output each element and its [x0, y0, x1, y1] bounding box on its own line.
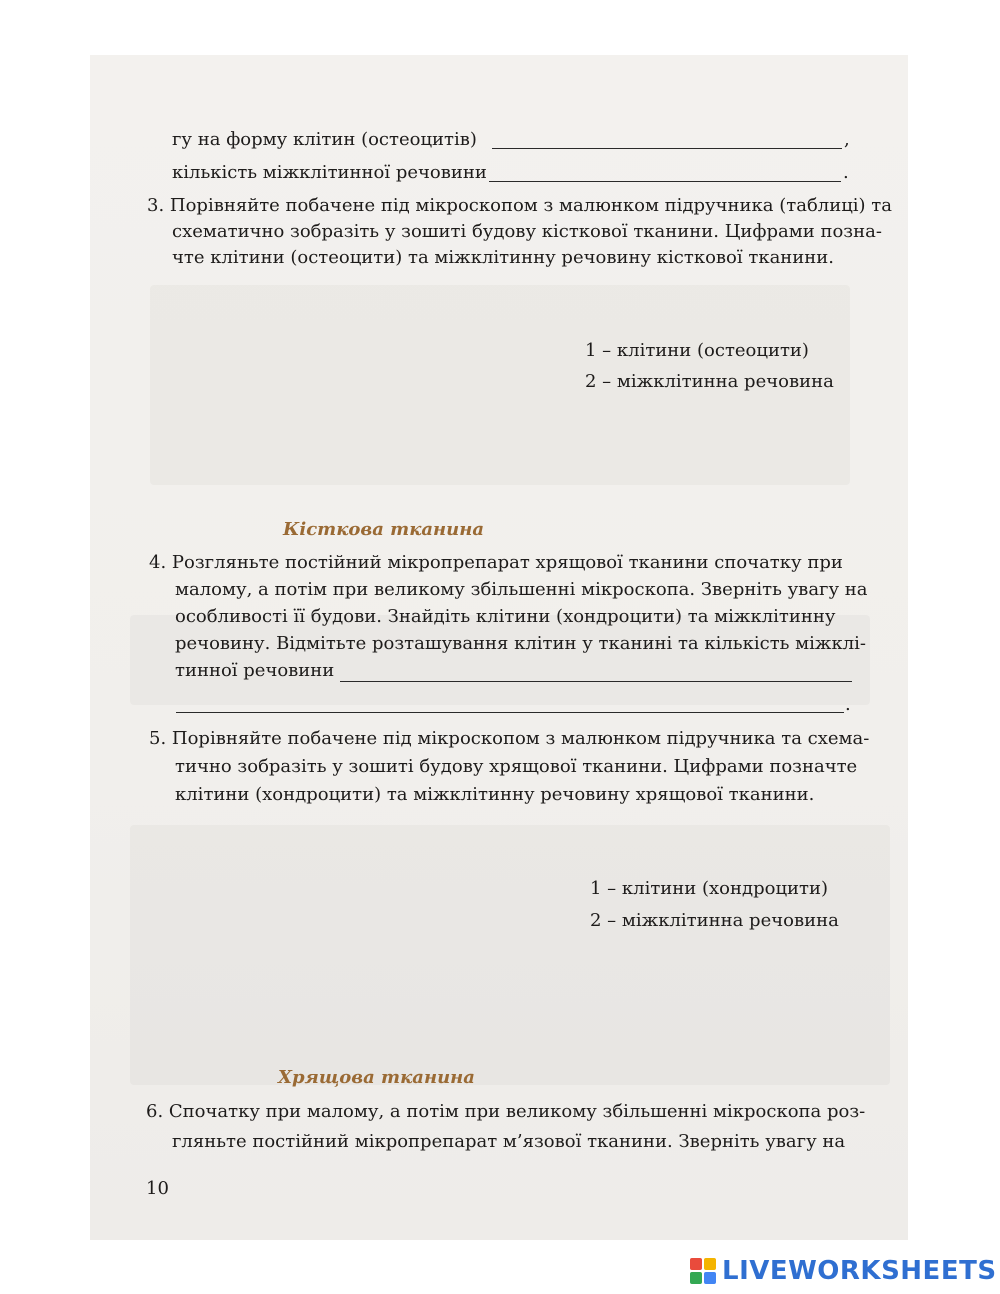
task4-line-3: особливості її будови. Знайдіть клітини (хондроцити) та міжклітинну [175, 606, 836, 627]
task3-line-2: схематично зобразіть у зошиті будову кісткової тканини. Цифрами позна- [172, 221, 882, 242]
task3-line-3: чте клітини (остеоцити) та міжклітинну речовину кісткової тканини. [172, 247, 835, 268]
answer-line[interactable] [340, 681, 852, 682]
bleed-through-shadow [130, 825, 890, 1085]
task6-line-2: гляньте постійний мікропрепарат м’язової тканини. Зверніть увагу на [172, 1131, 846, 1152]
task6-line-1: 6. Спочатку при малому, а потім при великому збільшенні мікроскопа роз- [146, 1101, 866, 1122]
task4-line-4: речовину. Відмітьте розташування клітин у тканині та кількість міжклі- [175, 633, 867, 654]
text-line: гу на форму клітин (остеоцитів) [172, 129, 477, 150]
logo-text: LIVEWORKSHEETS [722, 1256, 997, 1286]
answer-line[interactable] [176, 712, 844, 713]
punctuation: . [845, 694, 851, 715]
liveworksheets-logo [690, 1256, 997, 1286]
task4-line-1: 4. Розгляньте постійний мікропрепарат хрящової тканини спочатку при [149, 552, 843, 573]
logo-mark-icon [690, 1258, 716, 1284]
legend-item: 1 – клітини (остеоцити) [585, 340, 809, 361]
task3-line-1: 3. Порівняйте побачене під мікроскопом з малюнком підручника (таблиці) та [147, 195, 892, 216]
task5-line-1: 5. Порівняйте побачене під мікроскопом з малюнком підручника та схема- [149, 728, 870, 749]
task4-line-5: тинної речовини [175, 660, 335, 681]
legend-item: 2 – міжклітинна речовина [585, 371, 834, 392]
legend-item: 2 – міжклітинна речовина [590, 910, 839, 931]
task5-line-2: тично зобразіть у зошиті будову хрящової тканини. Цифрами позначте [175, 756, 858, 777]
answer-line[interactable] [492, 148, 842, 149]
task5-line-3: клітини (хондроцити) та міжклітинну речовину хрящової тканини. [175, 784, 815, 805]
figure-caption: Кісткова тканина [283, 519, 485, 540]
text-line: кількість міжклітинної речовини [172, 162, 487, 183]
page-number: 10 [146, 1178, 169, 1199]
punctuation: . [843, 162, 849, 183]
figure-caption: Хрящова тканина [278, 1067, 475, 1088]
punctuation: , [844, 129, 850, 150]
task4-line-2: малому, а потім при великому збільшенні мікроскопа. Зверніть увагу на [175, 579, 868, 600]
legend-item: 1 – клітини (хондроцити) [590, 878, 829, 899]
answer-line[interactable] [489, 181, 841, 182]
